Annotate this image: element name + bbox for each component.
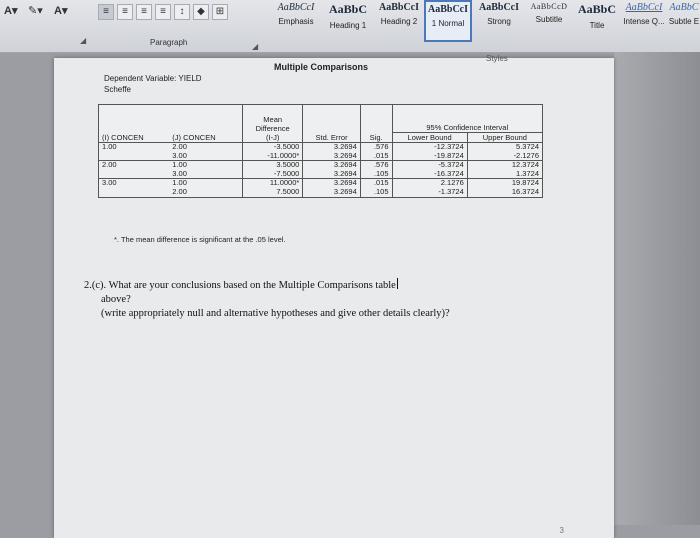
col-header-upper: Upper Bound — [467, 133, 542, 143]
question-line-2: above? — [101, 294, 131, 305]
page-number: 3 — [559, 526, 564, 535]
justify-icon[interactable]: ≡ — [155, 4, 171, 20]
font-dialog-launcher-icon[interactable]: ◢ — [80, 36, 87, 45]
align-left-icon[interactable]: ≡ — [98, 4, 114, 20]
shading-icon[interactable]: ◆ — [193, 4, 209, 20]
col-header-mean-difference: Mean Difference (I-J) — [243, 105, 303, 143]
question-line-1: 2.(c). What are your conclusions based on the Multiple Comparisons table — [84, 280, 396, 291]
borders-icon[interactable]: ⊞ — [212, 4, 228, 20]
line-spacing-icon[interactable]: ↕ — [174, 4, 190, 20]
paragraph-buttons — [98, 4, 228, 26]
style-subtitle[interactable]: AaBbCcD Subtitle — [530, 2, 568, 24]
style-title[interactable]: AaBbC Title — [577, 2, 616, 30]
highlighter-icon[interactable]: ✎▾ — [28, 5, 43, 17]
table-row: 3.00 1.00 11.0000* 3.2694 .015 2.1276 19.8724 — [99, 179, 543, 188]
style-subtle-emphasis[interactable]: AaBbC Subtle E — [668, 2, 700, 26]
ribbon — [0, 0, 700, 53]
col-header-std-error: Std. Error — [303, 105, 360, 143]
method-label: Scheffe — [104, 85, 131, 94]
text-cursor — [397, 278, 398, 289]
table-row: 2.00 7.5000 3.2694 .105 -1.3724 16.3724 — [99, 188, 543, 197]
paragraph-dialog-launcher-icon[interactable]: ◢ — [252, 42, 259, 51]
font-color-icon[interactable]: A▾ — [54, 5, 68, 17]
styles-group-label: Styles — [486, 54, 508, 63]
table-row: 1.00 2.00 -3.5000 3.2694 .576 -12.3724 5.3724 — [99, 143, 543, 152]
style-heading-2[interactable]: AaBbCcI Heading 2 — [378, 2, 419, 26]
text-effects-icon[interactable]: A▾ — [4, 5, 18, 17]
align-right-icon[interactable]: ≡ — [136, 4, 152, 20]
question-line-3: (write appropriately null and alternative hypotheses and give other details clearly)? — [101, 308, 450, 319]
table-row: 3.00 -11.0000* 3.2694 .015 -19.8724 -2.1276 — [99, 152, 543, 161]
col-header-ci: 95% Confidence Interval — [392, 105, 542, 133]
table-title: Multiple Comparisons — [274, 62, 369, 72]
style-strong[interactable]: AaBbCcI Strong — [478, 2, 519, 26]
table-row: 2.00 1.00 3.5000 3.2694 .576 -5.3724 12.3724 — [99, 161, 543, 170]
style-emphasis[interactable]: AaBbCcI Emphasis — [277, 2, 315, 26]
question-text[interactable] — [84, 278, 584, 321]
style-normal[interactable]: AaBbCcI 1 Normal — [424, 0, 472, 42]
style-intense-quote[interactable]: AaBbCcI Intense Q... — [623, 2, 665, 26]
table-footnote: *. The mean difference is significant at the .05 level. — [114, 235, 286, 244]
document-page[interactable] — [54, 54, 614, 538]
col-header-lower: Lower Bound — [392, 133, 467, 143]
col-header-j: (J) CONCEN — [169, 105, 242, 143]
styles-gallery — [270, 0, 700, 44]
paragraph-group-label: Paragraph — [150, 38, 188, 47]
col-header-i: (I) CONCEN — [99, 105, 170, 143]
style-heading-1[interactable]: AaBbC Heading 1 — [328, 2, 367, 30]
window-background — [614, 52, 700, 525]
multiple-comparisons-table — [98, 104, 543, 198]
align-center-icon[interactable]: ≡ — [117, 4, 133, 20]
dependent-variable-label: Dependent Variable: YIELD — [104, 74, 202, 83]
col-header-sig: Sig. — [360, 105, 392, 143]
table-row: 3.00 -7.5000 3.2694 .105 -16.3724 1.3724 — [99, 170, 543, 179]
